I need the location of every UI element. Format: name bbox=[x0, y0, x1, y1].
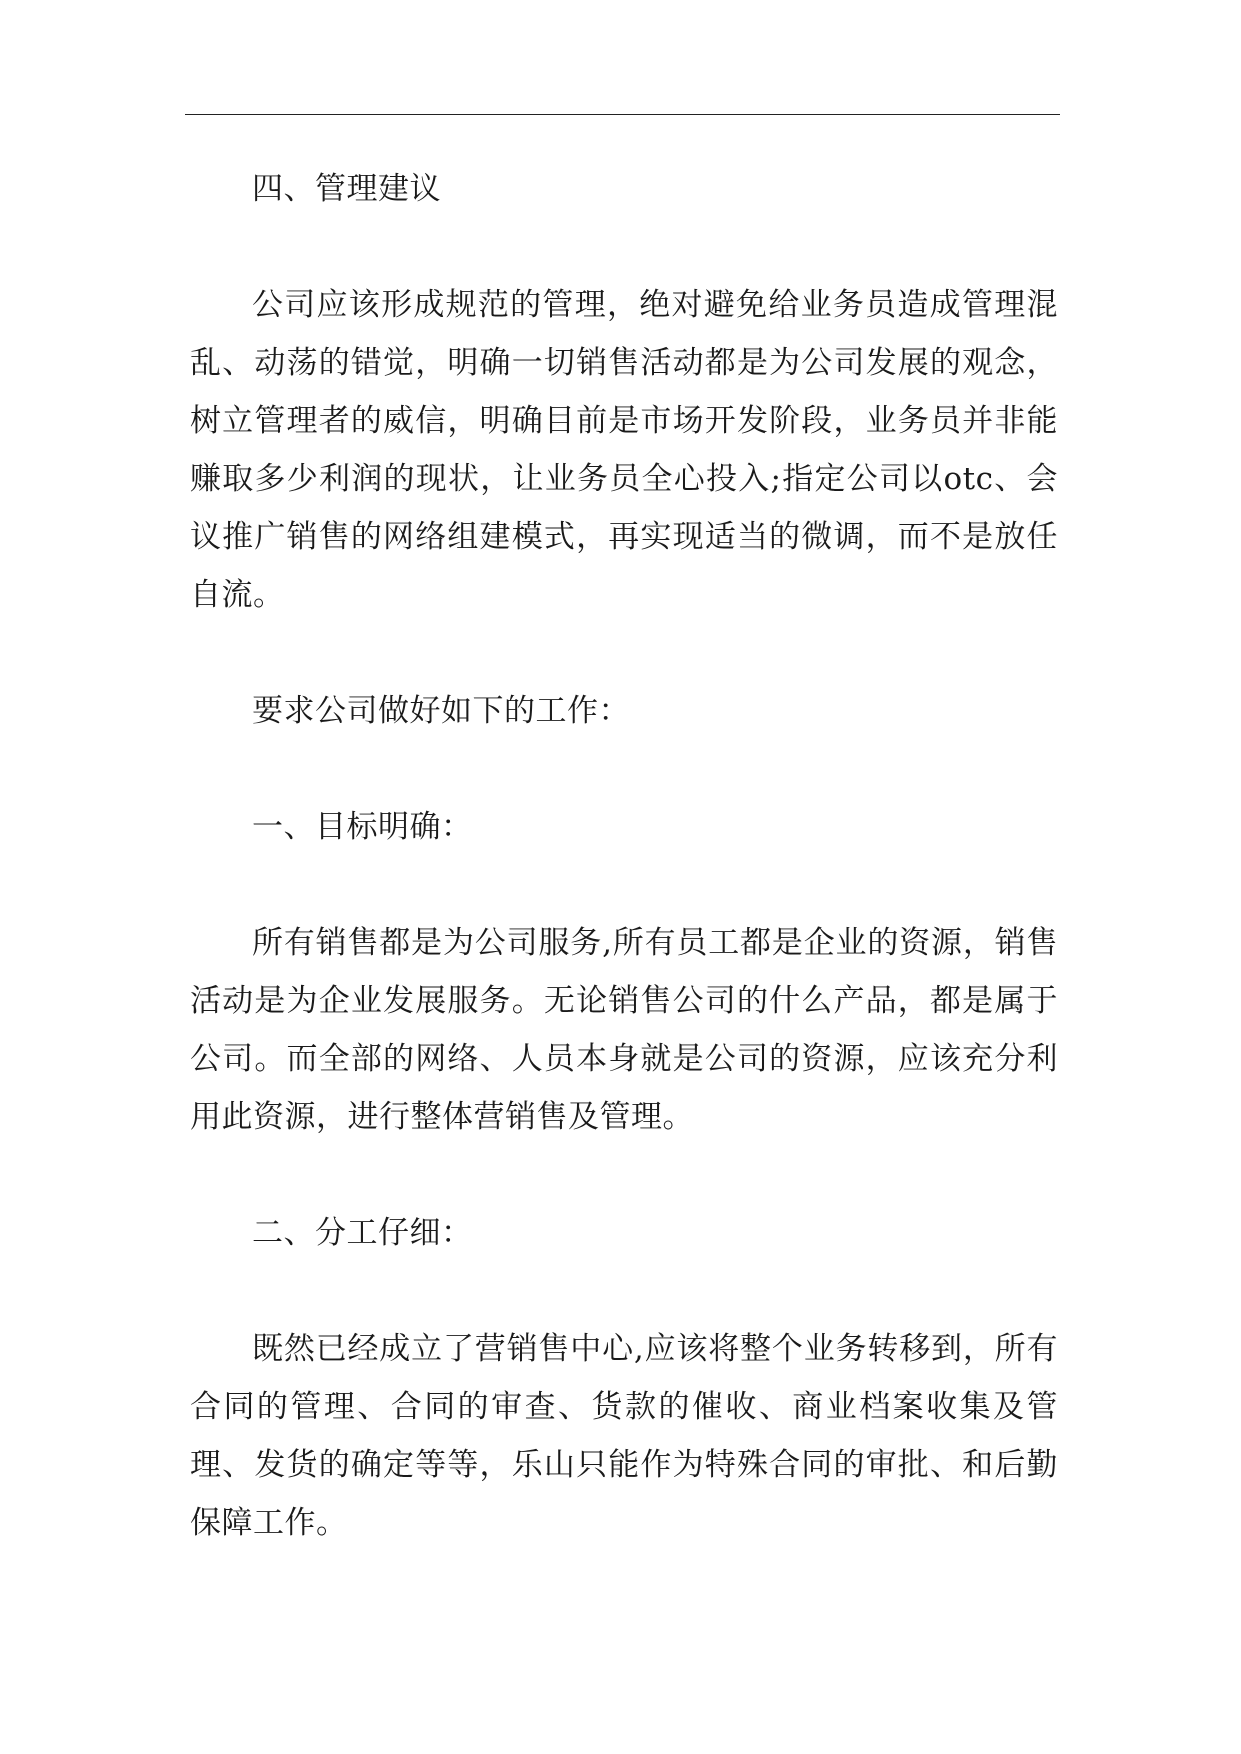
section-heading-clear-goals: 一、目标明确： bbox=[252, 809, 473, 845]
paragraph-clear-goals: 所有销售都是为公司服务,所有员工都是企业的资源，销售活动是为企业发展服务。无论销售公司的什么产品，都是属于公司。而全部的网络、人员本身就是公司的资源，应该充分利用此资源，进行整体营销售及管理。 bbox=[190, 925, 1058, 1135]
paragraph-management-norms: 公司应该形成规范的管理，绝对避免给业务员造成管理混乱、动荡的错觉，明确一切销售活动都是为公司发展的观念，树立管理者的威信，明确目前是市场开发阶段，业务员并非能赚取多少利润的现状，让业务员全心投入;指定公司以otc、会议推广销售的网络组建模式，再实现适当的微调，而不是放任自流。 bbox=[190, 287, 1058, 613]
document-body bbox=[190, 160, 1058, 1610]
header-rule bbox=[185, 114, 1060, 115]
section-heading-management-suggestions: 四、管理建议 bbox=[252, 171, 441, 207]
section-heading-requirements: 要求公司做好如下的工作： bbox=[252, 693, 630, 729]
section-heading-division-of-labor: 二、分工仔细： bbox=[252, 1215, 473, 1251]
paragraph-division-of-labor: 既然已经成立了营销售中心,应该将整个业务转移到，所有合同的管理、合同的审查、货款的催收、商业档案收集及管理、发货的确定等等，乐山只能作为特殊合同的审批、和后勤保障工作。 bbox=[190, 1331, 1058, 1541]
